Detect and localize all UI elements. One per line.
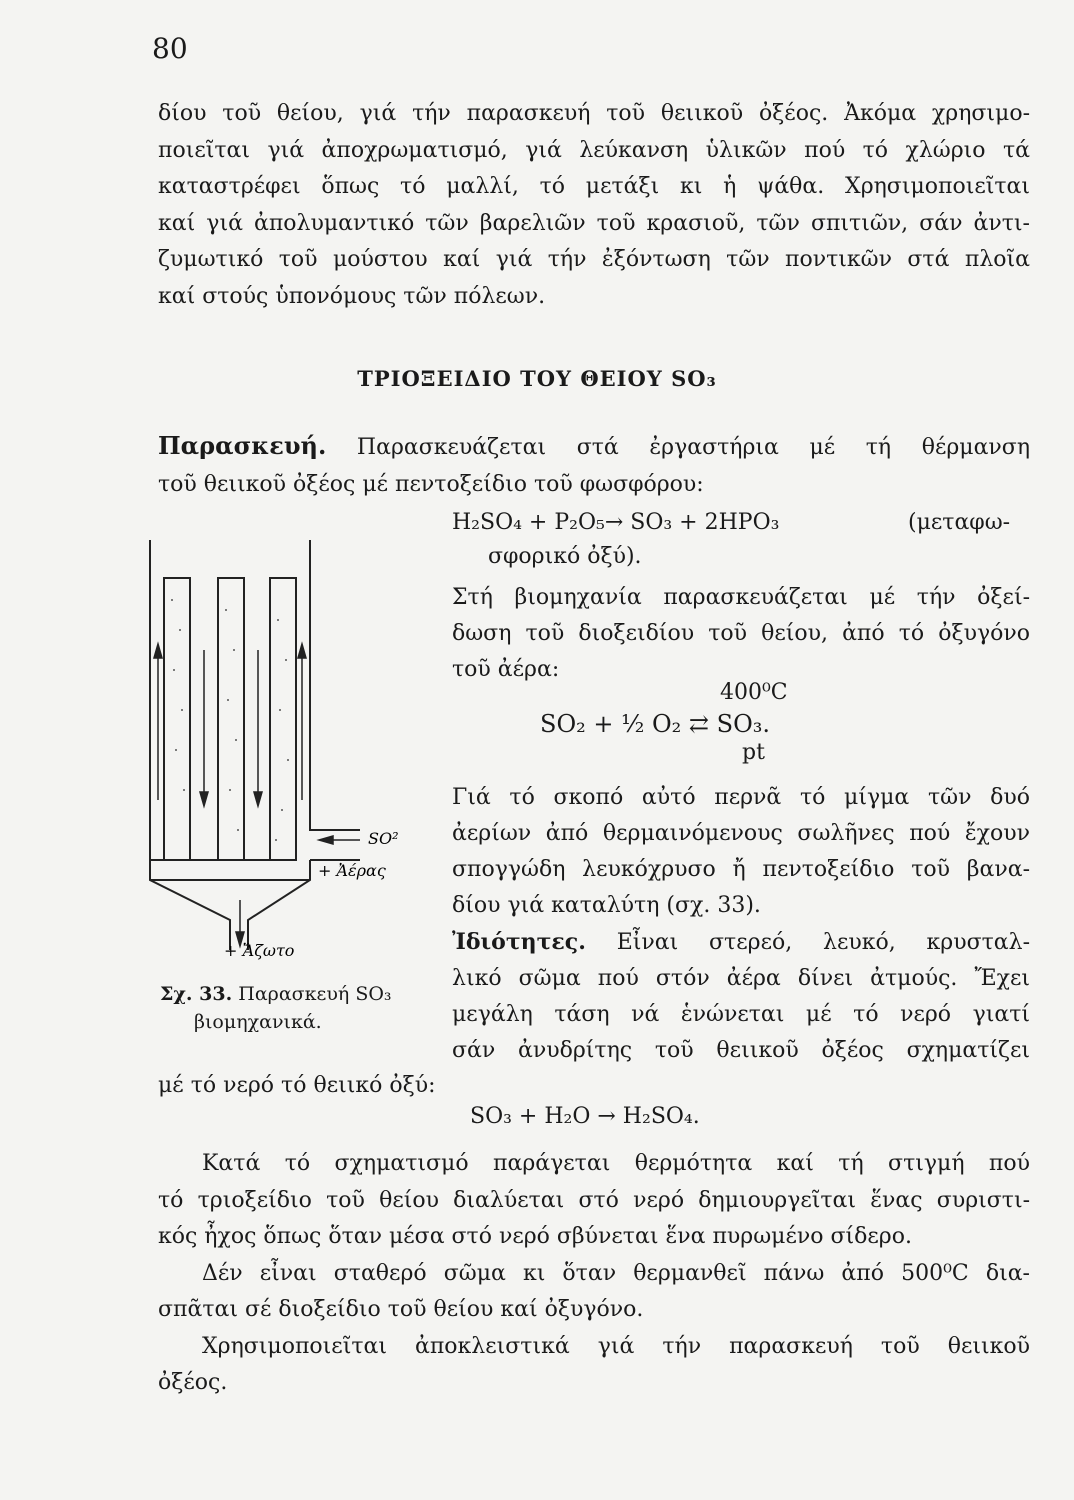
text-line: ὀξέος. [158,1370,228,1395]
text-line: σάν ἀνυδρίτης τοῦ θειικοῦ ὀξέος σχηματίζει [452,1038,1030,1063]
prep-intro [158,428,1030,503]
arrow-down-icon [254,650,262,806]
equation-1-note-cont: σφορικό ὀξύ). [488,544,642,569]
arrow-up-icon [298,644,306,800]
equation-2-bottom: pt [742,740,765,765]
text-line: σπᾶται σέ διοξείδιο τοῦ θείου καί ὀξυγόνο. [158,1297,644,1322]
industry-paragraph [452,580,1030,688]
text-line: καταστρέφει ὅπως τό μαλλί, τό μετάξι κι ἡ ψάθα. Χρησιμοποιεῖται [158,174,1030,199]
prep-line1: Παρασκευάζεται στά ἐργαστήρια μέ τή θέρμανση [356,435,1031,460]
text-line [158,428,1030,467]
text-line: Χρησιμοποιεῖται ἀποκλειστικά γιά τήν παρασκευή τοῦ θειικοῦ [202,1333,1030,1359]
props-label: Ἰδιότητες. [452,929,586,955]
reactor-diagram [130,540,430,960]
text-line: Στή βιομηχανία παρασκευάζεται μέ τήν ὀξεί- [452,585,1030,610]
text-line: καί γιά ἀπολυμαντικό τῶν βαρελιῶν τοῦ κρασιοῦ, τῶν σπιτιῶν, σάν ἀντι- [158,210,1030,236]
text-line: δίου τοῦ θείου, γιά τήν παρασκευή τοῦ θειικοῦ ὀξέος. Ἀκόμα χρησιμο- [158,101,1030,126]
caption-label: Σχ. 33. [160,983,233,1005]
equation-1-note: (μεταφω- [908,510,1011,535]
props-continuation [158,1068,1030,1105]
props-line0: Εἶναι στερεό, λευκό, κρυσταλ- [616,930,1031,955]
text-line: ἀερίων ἀπό θερμαινόμενους σωλῆνες πού ἔχουν [452,821,1030,846]
section-heading: ΤΡΙΟΞΕΙΔΙΟ ΤΟΥ ΘΕΙΟΥ SO₃ [357,366,717,391]
shell-right-top [310,540,360,830]
text-line: σπογγώδη λευκόχρυσο ἤ πεντοξείδιο τοῦ βανα- [452,857,1030,882]
text-line: μέ τό νερό τό θειικό ὀξύ: [158,1073,436,1098]
text-line: κός ἦχος ὅπως ὅταν μέσα στό νερό σβύνεται ἕνα πυρωμένο σίδερο. [158,1224,912,1249]
text-line: Γιά τό σκοπό αὐτό περνᾶ τό μίγμα τῶν δυό [452,785,1030,810]
text-line: μεγάλη τάση νά ἑνώνεται μέ τό νερό γιατί [452,1002,1030,1027]
prep-label: Παρασκευή. [158,431,327,460]
label-so2: SO² [368,829,399,848]
text-line: τό τριοξείδιο τοῦ θείου διαλύεται στό νερό δημιουργεῖται ἕνας συριστι- [158,1187,1030,1213]
text-line: Κατά τό σχηματισμό παράγεται θερμότητα καί τή στιγμή πού [202,1151,1030,1176]
equation-2: SO₂ + ½ O₂ ⇄ SO₃. [540,710,771,738]
text-line: τοῦ ἀέρα: [452,657,560,682]
final-paragraphs [158,1146,1030,1402]
caption-line2: βιομηχανικά. [194,1011,322,1033]
intro-paragraph [158,96,1030,315]
text-line: λικό σῶμα πού στόν ἀέρα δίνει ἀτμούς. Ἔχει [452,966,1030,991]
arrow-down-icon [200,650,208,806]
process-paragraph [452,780,1030,924]
text-line: τοῦ θειικοῦ ὀξέος μέ πεντοξείδιο τοῦ φωσφόρου: [158,471,704,497]
text-line: καί στούς ὑπονόμους τῶν πόλεων. [158,283,546,309]
equation-3: SO₃ + H₂O → H₂SO₄. [470,1104,700,1129]
figure-caption [160,980,392,1036]
equation-1: H₂SO₄ + P₂O₅→ SO₃ + 2HPO₃ [452,510,780,535]
properties-paragraph [452,924,1030,1069]
text-line: ζυμωτικό τοῦ μούστου καί γιά τήν ἐξόντωση τῶν ποντικῶν στά πλοῖα [158,247,1030,272]
label-air: + Ἀέρας [318,861,386,880]
page-number: 80 [152,32,188,65]
caption-text: Παρασκευή SO₃ [238,983,392,1005]
arrow-left-icon [319,836,360,844]
equation-2-top: 400⁰C [720,680,788,705]
text-line: δωση τοῦ διοξειδίου τοῦ θείου, ἀπό τό ὀξυγόνο [452,621,1030,646]
text-line: ποιεῖται γιά ἀποχρωματισμό, γιά λεύκανση ὑλικῶν πού τό χλώριο τά [158,137,1030,163]
text-line: δίου γιά καταλύτη (σχ. 33). [452,893,761,918]
arrow-up-icon [154,644,162,800]
arrow-down-icon [236,900,244,946]
text-line: Δέν εἶναι σταθερό σῶμα κι ὅταν θερμανθεῖ πάνω ἀπό 500⁰C δια- [202,1260,1030,1286]
text-line [452,924,1030,961]
label-nitrogen: + Ἄζωτο [224,941,295,960]
